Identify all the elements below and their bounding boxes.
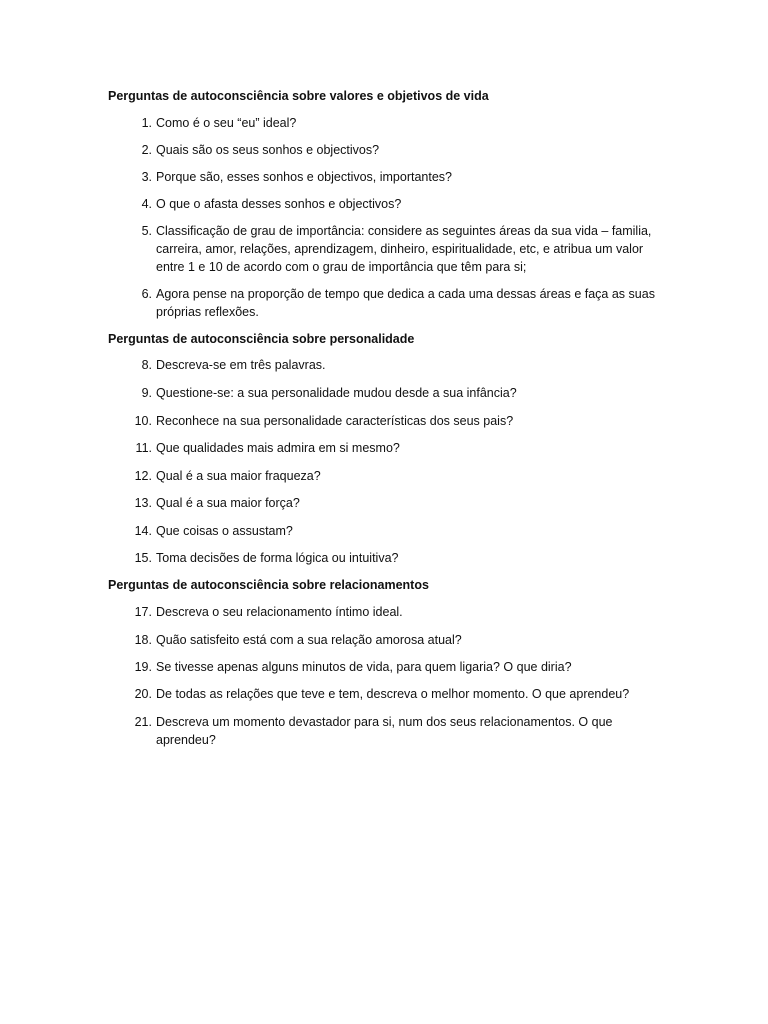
item-text: Agora pense na proporção de tempo que dedica a cada uma dessas áreas e faça as suas próprias reflexões. bbox=[156, 287, 655, 319]
item-number: 4. bbox=[141, 197, 152, 211]
item-text: Quais são os seus sonhos e objectivos? bbox=[156, 143, 380, 157]
item-text: Reconhece na sua personalidade características dos seus pais? bbox=[156, 414, 514, 428]
item-text: Toma decisões de forma lógica ou intuitiva? bbox=[156, 551, 399, 565]
section-title: Perguntas de autoconsciência sobre relacionamentos bbox=[108, 578, 429, 592]
item-number: 14. bbox=[134, 524, 152, 538]
item-number: 11. bbox=[135, 441, 152, 455]
item-number: 18. bbox=[134, 633, 152, 647]
item-number: 21. bbox=[134, 715, 152, 729]
item-text: Porque são, esses sonhos e objectivos, importantes? bbox=[156, 170, 453, 184]
item-text: Descreva-se em três palavras. bbox=[156, 358, 326, 372]
item-text: Descreva o seu relacionamento íntimo ideal. bbox=[156, 605, 403, 619]
item-number: 2. bbox=[141, 143, 152, 157]
item-text: Como é o seu “eu” ideal? bbox=[156, 116, 297, 130]
item-text: Se tivesse apenas alguns minutos de vida, para quem ligaria? O que diria? bbox=[156, 660, 572, 674]
item-text: O que o afasta desses sonhos e objectivos? bbox=[156, 197, 402, 211]
item-number: 13. bbox=[134, 496, 152, 510]
item-text: Que coisas o assustam? bbox=[156, 524, 293, 538]
item-number: 19. bbox=[134, 660, 152, 674]
item-number: 6. bbox=[141, 287, 152, 301]
section-title: Perguntas de autoconsciência sobre valores e objetivos de vida bbox=[108, 89, 489, 103]
item-number: 15. bbox=[134, 551, 152, 565]
item-text: De todas as relações que teve e tem, descreva o melhor momento. O que aprendeu? bbox=[156, 687, 630, 701]
item-number: 9. bbox=[141, 386, 152, 400]
item-number: 5. bbox=[141, 224, 152, 238]
item-number: 12. bbox=[134, 469, 152, 483]
section-title: Perguntas de autoconsciência sobre personalidade bbox=[108, 332, 415, 346]
item-text: Qual é a sua maior força? bbox=[156, 496, 300, 510]
item-text: Descreva um momento devastador para si, num dos seus relacionamentos. O que aprendeu? bbox=[156, 715, 613, 747]
item-text: Que qualidades mais admira em si mesmo? bbox=[156, 441, 400, 455]
item-text: Classificação de grau de importância: considere as seguintes áreas da sua vida – familia, carreira, amor, relações, aprendizagem, dinheiro, espiritualidade, etc, e atribua um valor entre 1 e 10 de acordo com o grau de importância que têm para si; bbox=[156, 224, 652, 274]
item-text: Quão satisfeito está com a sua relação amorosa atual? bbox=[156, 633, 462, 647]
item-text: Questione-se: a sua personalidade mudou desde a sua infância? bbox=[156, 386, 517, 400]
item-number: 17. bbox=[134, 605, 152, 619]
item-number: 8. bbox=[141, 358, 152, 372]
item-number: 3. bbox=[141, 170, 152, 184]
item-number: 20. bbox=[134, 687, 152, 701]
item-number: 1. bbox=[141, 116, 152, 130]
item-text: Qual é a sua maior fraqueza? bbox=[156, 469, 321, 483]
item-number: 10. bbox=[134, 414, 152, 428]
